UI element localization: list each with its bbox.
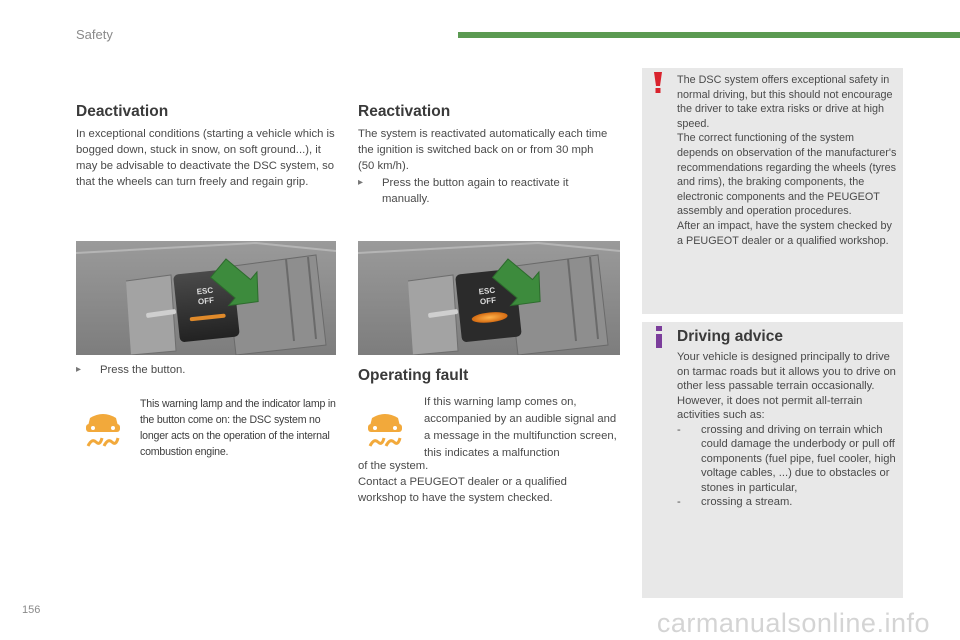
press-button-text: Press the button. — [100, 364, 186, 376]
deactivation-text: In exceptional conditions (starting a vehicle which is bogged down, stuck in snow, on soft ground...), it may be advisable to deactivate the DSC system, so that the wheels can turn freely and regain grip. — [76, 128, 335, 188]
dsc-button-photo-on — [358, 241, 620, 355]
driving-advice-list-item — [677, 495, 899, 510]
reactivate-item — [358, 175, 610, 207]
operating-fault-contact: Contact a PEUGEOT dealer or a qualified workshop to have the system checked. — [358, 476, 567, 504]
driving-advice-text-1: Your vehicle is designed principally to drive on tarmac roads but it allows you to drive on other less passable terrain occasionally. — [677, 351, 896, 392]
operating-fault-text: If this warning lamp comes on, accompanied by an audible signal and a message in the multifunction screen, this indicates a malfunction — [424, 396, 617, 459]
warning-text-2: The correct functioning of the system depends on observation of the manufacturer's recommendations regarding the wheels (tyres and rims), the braking components, the electronic components and the PEUGEOT assembly and operation procedures. — [677, 132, 897, 218]
bullet-icon: ▸ — [76, 364, 82, 375]
driving-advice-list-item — [677, 423, 899, 496]
page-number: 156 — [22, 604, 41, 616]
deactivation-title: Deactivation — [76, 103, 169, 120]
reactivate-text: Press the button again to reactivate it manually. — [382, 177, 569, 205]
driving-advice-title: Driving advice — [677, 328, 783, 345]
operating-fault-title: Operating fault — [358, 367, 469, 384]
skidding-car-icon — [80, 404, 126, 450]
driving-advice-text-2: However, it does not permit all-terrain activities such as: — [677, 394, 863, 421]
watermark: carmanualsonline.info — [656, 608, 930, 638]
driving-advice-item-1: crossing and driving on terrain which could damage the underbody or pull off components (fuel pipe, fuel cooler, high voltage cables, ...) due to obstacles or stones in particular, — [701, 423, 896, 494]
exclamation-icon — [652, 72, 664, 94]
warning-text-3: After an impact, have the system checked by a PEUGEOT dealer or a qualified workshop. — [677, 219, 892, 247]
section-label: Safety — [76, 27, 113, 42]
dash-bullet: - — [677, 496, 681, 508]
button-label-top: ESC — [196, 285, 214, 297]
press-button-item — [76, 362, 185, 378]
button-label-bottom: OFF — [197, 295, 215, 307]
reactivation-title: Reactivation — [358, 103, 451, 120]
info-icon — [654, 326, 664, 348]
dashboard-illustration — [358, 241, 620, 355]
operating-fault-text-continued: of the system. — [358, 460, 429, 472]
warning-text: The DSC system offers exceptional safety in normal driving, but this should not encourage the driver to take extra risks or drive at high speed. — [677, 74, 893, 130]
deactivation-lamp-text: This warning lamp and the indicator lamp in the button come on: the DSC system no longer acts on the operation of the internal combustion engine. — [140, 398, 336, 458]
dashboard-illustration — [76, 241, 336, 355]
driving-advice-text-block — [677, 350, 899, 510]
reactivation-text: The system is reactivated automatically each time the ignition is switched back on or from 30 mph (50 km/h). — [358, 128, 608, 172]
dsc-button-photo-off — [76, 241, 336, 355]
bullet-icon: ▸ — [358, 177, 364, 188]
button-label-bottom: OFF — [479, 295, 497, 307]
driving-advice-item-2: crossing a stream. — [701, 496, 793, 508]
warning-text-block — [677, 73, 897, 248]
button-label-top: ESC — [478, 285, 496, 297]
dash-bullet: - — [677, 423, 681, 436]
header-accent-bar — [458, 32, 960, 38]
skidding-car-icon — [362, 404, 408, 450]
